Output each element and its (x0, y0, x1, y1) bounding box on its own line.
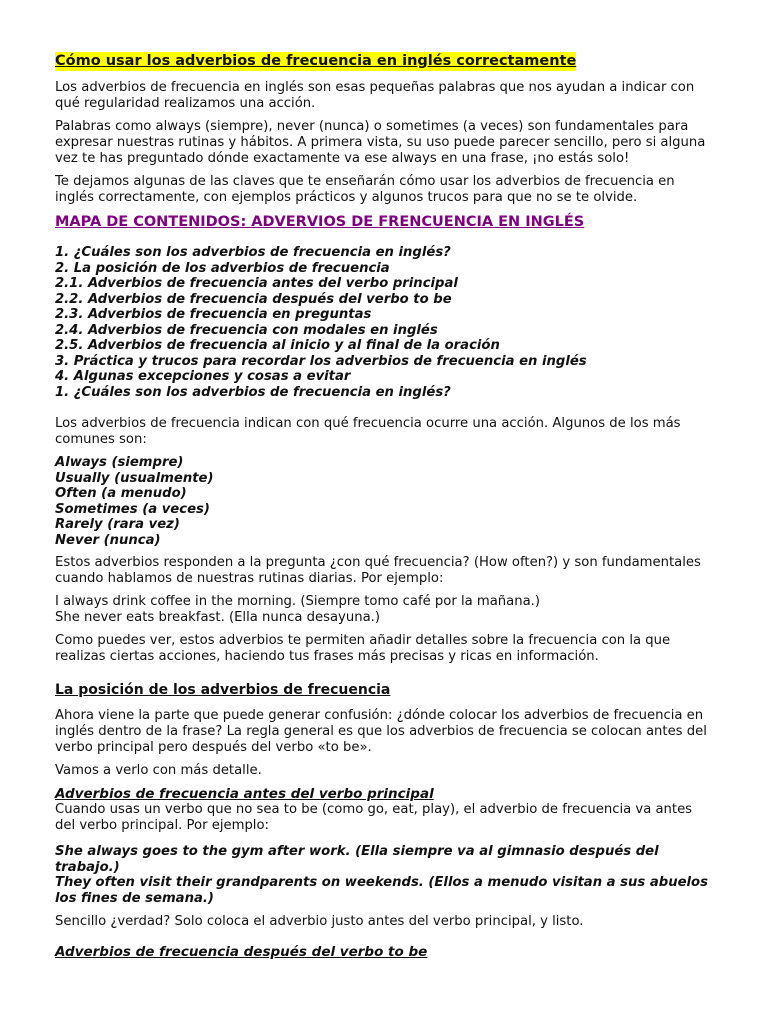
subsection-heading: Adverbios de frecuencia después del verbo to be (55, 944, 428, 960)
example-sentence: I always drink coffee in the morning. (Siempre tomo café por la mañana.) (55, 594, 541, 609)
toc-item: 3. Práctica y trucos para recordar los adverbios de frecuencia en inglés (55, 353, 587, 369)
toc-item: 1. ¿Cuáles son los adverbios de frecuencia en inglés? (55, 245, 451, 260)
section1-paragraph-2: Estos adverbios responden a la pregunta ¿con qué frecuencia? (How often?) y son fundamentales cuando hablamos de nuestras rutinas diarias. Por ejemplo: (55, 555, 701, 586)
section2-paragraph-2: Vamos a verlo con más detalle. (55, 763, 262, 778)
toc-item: 2.2. Adverbios de frecuencia después del verbo to be (55, 291, 452, 307)
content-map-title: MAPA DE CONTENIDOS: ADVERVIOS DE FRENCUENCIA EN INGLÉS (55, 214, 585, 230)
example-sentence: She always goes to the gym after work. (Ella siempre va al gimnasio después del trabajo.) (55, 844, 659, 875)
adverb-item: Rarely (rara vez) (55, 517, 180, 532)
adverb-item: Often (a menudo) (55, 486, 187, 501)
toc-item: 2. La posición de los adverbios de frecuencia (55, 260, 390, 276)
section2-heading: La posición de los adverbios de frecuencia (55, 682, 391, 698)
subsection-paragraph: Cuando usas un verbo que no sea to be (como go, eat, play), el adverbio de frecuencia va antes del verbo principal. Por ejemplo: (55, 802, 693, 833)
section1-paragraph-1: Los adverbios de frecuencia indican con qué frecuencia ocurre una acción. Algunos de los más comunes son: (55, 416, 681, 447)
section2-paragraph-1: Ahora viene la parte que puede generar confusión: ¿dónde colocar los adverbios de frecuencia en inglés dentro de la frase? La regla general es que los adverbios de frecuencia se colocan antes del verbo principal pero después del verbo «to be». (55, 708, 707, 755)
section1-examples (55, 594, 713, 626)
intro-paragraph-1: Los adverbios de frecuencia en inglés son esas pequeñas palabras que nos ayudan a indicar con qué regularidad realizamos una acción. (55, 80, 695, 111)
toc-item: 2.5. Adverbios de frecuencia al inicio y al final de la oración (55, 338, 500, 353)
adverb-item: Never (nunca) (55, 532, 161, 548)
adverbs-list (55, 455, 713, 548)
toc-item: 2.1. Adverbios de frecuencia antes del verbo principal (55, 276, 458, 291)
toc-item: 1. ¿Cuáles son los adverbios de frecuencia en inglés? (55, 384, 451, 400)
toc-item: 2.3. Adverbios de frecuencia en preguntas (55, 307, 372, 322)
section1-paragraph-3: Como puedes ver, estos adverbios te permiten añadir detalles sobre la frecuencia con la que realizas ciertas acciones, haciendo tus frases más precisas y ricas en información. (55, 633, 671, 664)
toc-item: 2.4. Adverbios de frecuencia con modales en inglés (55, 322, 438, 338)
intro-paragraph-2: Palabras como always (siempre), never (nunca) o sometimes (a veces) son fundamentales para expresar nuestras rutinas y hábitos. A primera vista, su uso puede parecer sencillo, pero si alguna vez te has preguntado dónde exactamente va ese always en una frase, ¡no estás solo! (55, 119, 706, 166)
adverb-item: Always (siempre) (55, 455, 184, 470)
section2-paragraph-3: Sencillo ¿verdad? Solo coloca el adverbio justo antes del verbo principal, y listo. (55, 914, 584, 929)
intro-paragraph-3: Te dejamos algunas de las claves que te enseñarán cómo usar los adverbios de frecuencia en inglés correctamente, con ejemplos prácticos y algunos trucos para que no se te olvide. (55, 174, 675, 205)
document-title: Cómo usar los adverbios de frecuencia en inglés correctamente (55, 53, 577, 69)
adverb-item: Sometimes (a veces) (55, 501, 210, 517)
toc-item: 4. Algunas excepciones y cosas a evitar (55, 369, 351, 384)
subsection-heading: Adverbios de frecuencia antes del verbo principal (55, 786, 434, 802)
example-sentence: They often visit their grandparents on weekends. (Ellos a menudo visitan a sus abuelos los fines de semana.) (55, 875, 708, 906)
adverb-item: Usually (usualmente) (55, 470, 214, 486)
table-of-contents (55, 245, 713, 400)
example-sentence: She never eats breakfast. (Ella nunca desayuna.) (55, 610, 380, 625)
subsection-examples (55, 844, 713, 906)
